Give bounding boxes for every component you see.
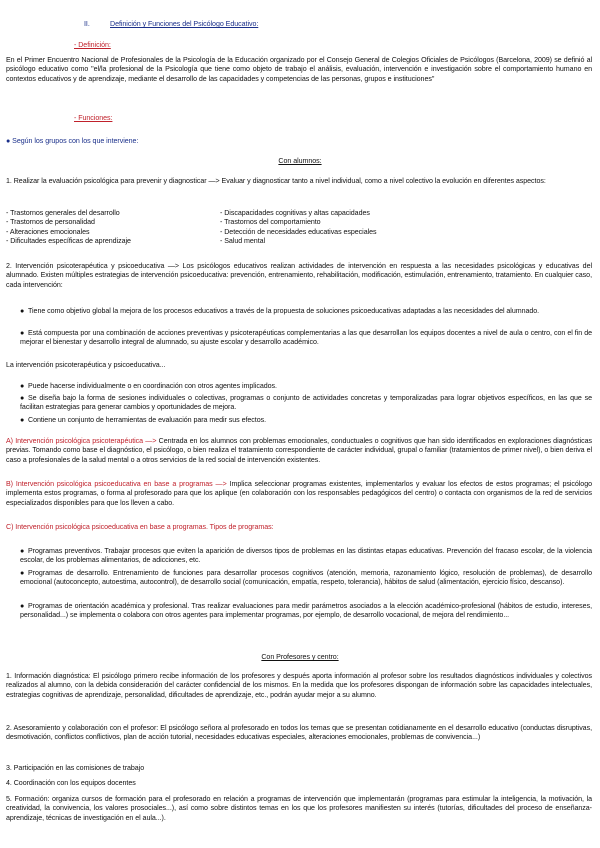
list-item bbox=[20, 382, 592, 391]
page-title: Definición y Funciones del Psicólogo Educativo: bbox=[110, 20, 259, 28]
bullet-icon: ● bbox=[20, 307, 25, 315]
section-number bbox=[84, 20, 90, 29]
intervencion-c-heading: C) Intervención psicológica psicoeducativa en base a programas. Tipos de programas: bbox=[6, 523, 274, 531]
list-item-text: Puede hacerse individualmente o en coordinación con otros agentes implicados. bbox=[28, 382, 277, 390]
definicion-heading: - Definición: bbox=[74, 41, 111, 49]
bullet-icon: ● bbox=[6, 137, 11, 145]
bullet-icon: ● bbox=[20, 416, 25, 424]
intervencion-intro: La intervención psicoterapéutica y psicoeducativa... bbox=[6, 361, 166, 369]
list-item: - Discapacidades cognitivas y altas capacidades bbox=[220, 209, 370, 217]
list-item-text: Programas preventivos. Trabajar procesos que eviten la aparición de diversos tipos de problemas en las distintas etapas educativas. Prevención del fracaso escolar, de la violencia escolar, de los problemas alimentarios, de adicciones, etc. bbox=[20, 547, 592, 565]
bullet-icon: ● bbox=[20, 382, 25, 390]
bullet-icon: ● bbox=[20, 569, 25, 577]
aspects-right bbox=[220, 209, 590, 247]
profesores-item: 4. Coordinación con los equipos docentes bbox=[6, 779, 136, 787]
list-item bbox=[20, 602, 592, 621]
profesores-item: 5. Formación: organiza cursos de formación para el profesorado en relación a programas de intervención que implementarán (programas para estimular la inteligencia, la motivación, la creatividad, la convivencia, los valores prosociales...), así como sobre distintos temas en los que los profesores manifiesten su interés (tutorías, dificultades del proceso de enseñanza-aprendizaje, técnicas de investigación en el aula...). bbox=[6, 795, 592, 822]
list-item: - Dificultades específicas de aprendizaje bbox=[6, 237, 131, 246]
list-item-text: Se diseña bajo la forma de sesiones individuales o colectivas, programas o conjunto de actividades concretas y temporalizadas para lograr objetivos específicos, en las que se facilitan estrategias para generar cambios y oportunidades de mejora. bbox=[20, 394, 592, 412]
profesores-item: 3. Participación en las comisiones de trabajo bbox=[6, 764, 145, 772]
list-item-text: Programas de desarrollo. Entrenamiento de funciones para desarrollar procesos cognitivos (atención, memoria, razonamiento lógico, resolución de problemas), de desarrollo emocional (autoconcepto, autoestima, autocontrol), de desarrollo social (comunicación, empatía, respeto, tolerancia), hábitos de salud (alimentación, ejercicio físico, descanso). bbox=[20, 569, 592, 587]
bullet-icon: ● bbox=[20, 547, 25, 555]
bullet-icon: ● bbox=[20, 602, 25, 610]
bullet-icon: ● bbox=[20, 329, 25, 337]
list-item-text: Tiene como objetivo global la mejora de los procesos educativos a través de la propuesta de soluciones psicoeducativas adaptadas a las necesidades del alumnado. bbox=[28, 307, 540, 315]
list-item: - Trastornos generales del desarrollo bbox=[6, 209, 120, 217]
segun-grupos-text: Según los grupos con los que interviene: bbox=[12, 137, 139, 145]
intervencion-b-text: Implica seleccionar programas existentes, implementarlos y evaluar los efectos de estos programas; el psicólogo implementa estos programas, o forma al profesorado para que los aplique (en colaboración con los responsables pedagógicos del centro) o contacta con organismos de la red de servicios especializados disponibles para que los lleven a cabo. bbox=[6, 480, 592, 507]
alumnos-p1: 1. Realizar la evaluación psicológica para prevenir y diagnosticar —> Evaluar y diagnosticar tanto a nivel individual, como a nivel colectivo la evolución en diferentes aspectos: bbox=[6, 177, 546, 185]
intervencion-b-label: B) Intervención psicológica psicoeducativa en base a programas —> bbox=[6, 480, 227, 488]
segun-grupos bbox=[6, 137, 138, 146]
list-item: - Trastornos del comportamiento bbox=[220, 218, 321, 227]
definicion-text: En el Primer Encuentro Nacional de Profesionales de la Psicología de la Educación organizado por el Consejo General de Colegios Oficiales de Psicólogos (Barcelona, 2009) se definió al psicólogo educativo como "el/la profesional de la Psicología que tiene como objeto de trabajo el análisis, evaluación, intervención e investigación sobre el comportamiento humano en contextos educativos y de aprendizaje, mediante el desarrollo de las capacidades y competencias de las personas, grupos e instituciones" bbox=[6, 56, 592, 83]
list-item: - Salud mental bbox=[220, 237, 266, 246]
list-item bbox=[20, 569, 592, 588]
intervencion-a-text: Centrada en los alumnos con problemas emocionales, conductuales o cognitivos que han sido identificados en exploraciones diagnósticas previas. Tomando como base el diagnóstico, el psicólogo, o bien realiza el tratamiento correspondiente de carácter individual, grupal o familiar (tratamientos de primer nivel), o bien deriva el caso a profesionales de la salud mental o a otros servicios de la red social de intervención existentes. bbox=[6, 437, 593, 464]
bullet-icon: ● bbox=[20, 394, 25, 402]
profesores-heading: Con Profesores y centro: bbox=[261, 653, 339, 661]
list-item: - Detección de necesidades educativas especiales bbox=[220, 227, 377, 236]
list-item bbox=[20, 547, 592, 566]
list-item-text: Contiene un conjunto de herramientas de evaluación para medir sus efectos. bbox=[28, 416, 267, 424]
funciones-heading: - Funciones: bbox=[74, 114, 113, 122]
aspects-left bbox=[6, 209, 216, 247]
list-item bbox=[20, 416, 592, 425]
profesores-item: 2. Asesoramiento y colaboración con el profesor: El psicólogo señora al profesorado en todos los temas que se presentan cotidianamente en el desarrollo educativo (conductas disruptivas, desmotivación, conflictos conflictivos, plan de acción tutorial, necesidades educativas especiales, alteraciones emocionales, problemas de convivencia...) bbox=[6, 724, 592, 742]
list-item: - Trastornos de personalidad bbox=[6, 218, 95, 227]
list-item: - Alteraciones emocionales bbox=[6, 227, 90, 236]
roman-numeral: II. bbox=[84, 20, 90, 28]
list-item-text: Está compuesta por una combinación de acciones preventivas y psicoterapéuticas complementarias a las que desarrollan los equipos docentes a nivel de aula o centro, con el fin de mejorar el bienestar y desarrollo integral de alumnado, su ajuste escolar y desarrollo académico. bbox=[20, 329, 592, 347]
intervencion-a bbox=[6, 437, 592, 465]
intervencion-b bbox=[6, 480, 592, 508]
list-item-text: Programas de orientación académica y profesional. Tras realizar evaluaciones para medir parámetros asociados a la elección académico-profesional (hábitos de estudio, intereses, personalidad...) se implementa o colabora con otros agentes para implementar programas, por ejemplo, de desarrollo vocacional, de mejora del rendimiento... bbox=[20, 602, 592, 620]
alumnos-heading: Con alumnos: bbox=[278, 157, 322, 165]
profesores-item: 1. Información diagnóstica: El psicólogo primero recibe información de los profesores y después aporta información al profesor sobre los resultados diagnósticos individuales y colectivos realizados al alumno, con la debida consideración del carácter confidencial de los mismos. En la medida que los profesores dispongan de información sobre las capacidades intelectuales, estrategias cognitivas de aprendizaje, personalidad, dificultades de aprendizaje, etc., podrán ayudar mejor a su alumno. bbox=[6, 672, 592, 699]
list-item bbox=[20, 307, 592, 316]
alumnos-p2: 2. Intervención psicoterapéutica y psicoeducativa —> Los psicólogos educativos realizan actividades de intervención en respuesta a las necesidades psicológicas y educativas del alumnado. Existen múltiples estrategias de intervención psicoeducativa: prevención, entrenamiento, rehabilitación, modificación, estimulación, entrenamiento, tratamiento. En cualquier caso, cada intervención: bbox=[6, 262, 592, 289]
intervencion-a-label: A) Intervención psicológica psicoterapéutica —> bbox=[6, 437, 157, 445]
list-item bbox=[20, 329, 592, 348]
list-item bbox=[20, 394, 592, 413]
